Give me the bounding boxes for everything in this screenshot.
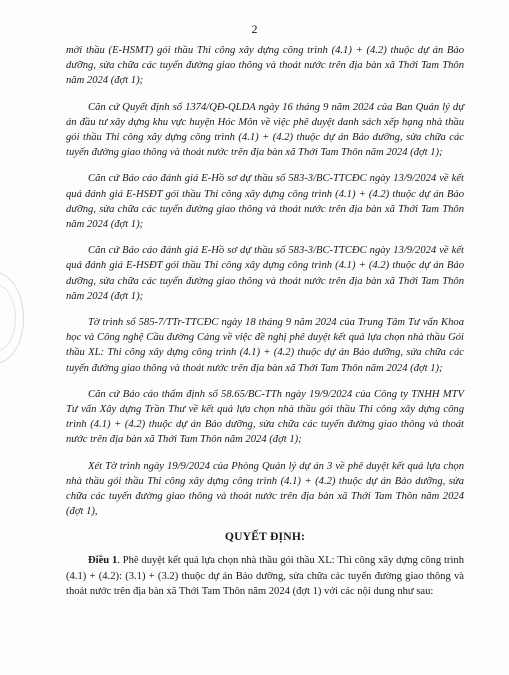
paragraph-decision-1374: Căn cứ Quyết định số 1374/QĐ-QLDA ngày 16 tháng 9 năm 2024 của Ban Quản lý dự án đầu tư xây dựng khu vực huyện Hóc Môn về việc phê duyệt danh sách xếp hạng nhà thầu gói thầu Thi công xây dựng công trình (4.1) + (4.2) thuộc dự án Bảo dưỡng, sửa chữa các tuyến đường giao thông và thoát nước trên địa bàn xã Thới Tam Thôn năm 2024 (đợt 1); [66, 101, 464, 159]
article-1-text: . Phê duyệt kết quả lựa chọn nhà thầu gói thầu XL: Thi công xây dựng công trình (4.1) + (4.2): (3.1) + (3.2) thuộc dự án Bảo dưỡng, sửa chữa các tuyến đường giao thông và thoát nước trên địa bàn xã Thới Tam Thôn năm 2024 (đợt 1) với các nội dung như sau: [66, 555, 464, 597]
paragraph-continuation: mời thầu (E-HSMT) gói thầu Thi công xây dựng công trình (4.1) + (4.2) thuộc dự án Bảo dưỡng, sửa chữa các tuyến đường giao thông và thoát nước trên địa bàn xã Thới Tam Thôn năm 2024 (đợt 1); [66, 45, 464, 87]
paragraph-appraisal-report: Căn cứ Báo cáo thẩm định số 58.65/BC-TTh ngày 19/9/2024 của Công ty TNHH MTV Tư vấn Xây dựng Trần Thư về kết quả lựa chọn nhà thầu gói thầu Thi công xây dựng công trình (4.1) + (4.2) thuộc dự án Bảo dưỡng, sửa chữa các tuyến đường giao thông và thoát nước trên địa bàn xã Thới Tam Thôn năm 2024 (đợt 1); [66, 388, 464, 446]
paragraph-submission-585: Tờ trình số 585-7/TTr-TTCĐC ngày 18 tháng 9 năm 2024 của Trung Tâm Tư vấn Khoa học và Công nghệ Cầu đường Cảng về việc đề nghị phê duyệt kết quả lựa chọn nhà thầu Gói thầu XL: Thi công xây dựng công trình (4.1) + (4.2) thuộc dự án Bảo dưỡng, sửa chữa các tuyến đường giao thông và thoát nước trên địa bàn xã Thới Tam Thôn năm 2024 (đợt 1); [66, 317, 464, 374]
paragraph-evaluation-report-1: Căn cứ Báo cáo đánh giá E-Hồ sơ dự thầu số 583-3/BC-TTCĐC ngày 13/9/2024 về kết quả đánh giá E-HSĐT gói thầu Thi công xây dựng công trình (4.1) + (4.2) thuộc dự án Bảo dưỡng, sửa chữa các tuyến đường giao thông và thoát nước trên địa bàn xã Thới Tam Thôn năm 2024 (đợt 1); [66, 173, 464, 231]
decision-heading: QUYẾT ĐỊNH: [224, 530, 306, 544]
article-1-label: Điều 1 [88, 555, 118, 567]
paragraph-evaluation-report-2: Căn cứ Báo cáo đánh giá E-Hồ sơ dự thầu số 583-3/BC-TTCĐC ngày 13/9/2024 về kết quả đánh giá E-HSĐT gói thầu Thi công xây dựng công trình (4.1) + (4.2) thuộc dự án Bảo dưỡng, sửa chữa các tuyến đường giao thông và thoát nước trên địa bàn xã Thới Tam Thôn năm 2024 (đợt 1); [66, 245, 464, 302]
page-number: 2 [251, 22, 258, 36]
paragraph-consideration: Xét Tờ trình ngày 19/9/2024 của Phòng Quản lý dự án 3 về phê duyệt kết quả lựa chọn nhà thầu gói thầu Thi công xây dựng công trình (4.1) + (4.2) thuộc dự án Bảo dưỡng, sửa chữa các tuyến đường giao thông và thoát nước trên địa bàn xã Thới Tam Thôn năm 2024 (đợt 1), [66, 460, 464, 518]
document-body [66, 43, 464, 599]
article-1 [66, 553, 464, 599]
